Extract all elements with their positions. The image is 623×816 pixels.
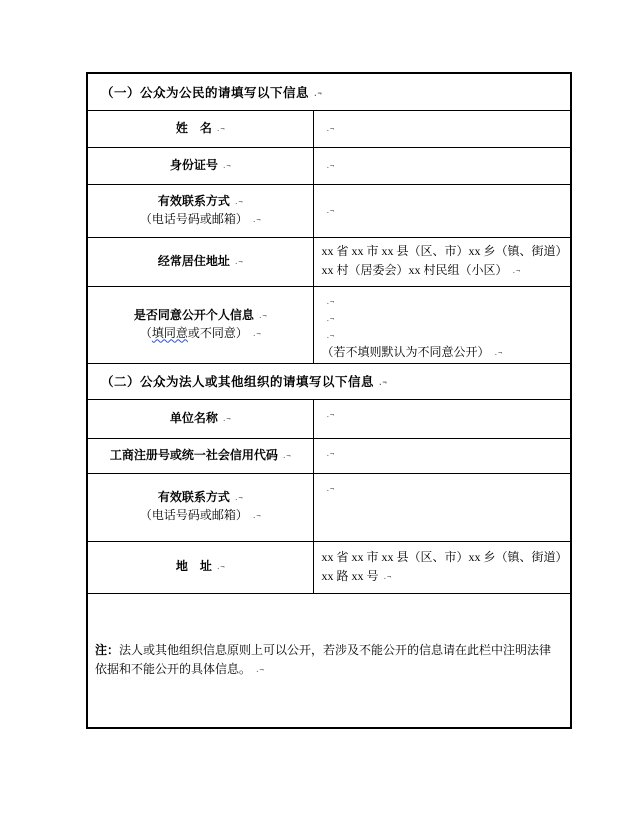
registration-label-cell (87, 438, 313, 473)
registration-number-row (87, 438, 571, 473)
paragraph-mark: .¬ (217, 161, 231, 170)
paragraph-mark: .¬ (247, 215, 261, 224)
contact-sublabel: （电话号码或邮箱） (139, 211, 248, 226)
org-contact-row (87, 473, 571, 541)
consent-value-cell[interactable] (313, 286, 571, 363)
consent-sublabel-wavy-text: 填同意 (151, 325, 188, 340)
id-number-label-cell (87, 147, 313, 184)
paragraph-mark: .¬ (321, 124, 335, 133)
residence-label-cell (87, 237, 313, 286)
section-2-header-row (87, 363, 571, 399)
paragraph-mark: .¬ (309, 89, 322, 98)
org-address-label: 地 址 (175, 559, 212, 573)
paragraph-mark: .¬ (374, 379, 387, 387)
name-label: 姓 名 (175, 120, 212, 135)
note-prefix: 注： (95, 642, 120, 657)
consent-label-cell (87, 286, 313, 363)
paragraph-mark: .¬ (321, 331, 335, 340)
section-1-header-row (87, 73, 571, 110)
org-address-value: xx 省 xx 市 xx 县（区、市）xx 乡（镇、街道）xx 路 xx 号 (321, 549, 562, 583)
org-contact-sublabel: （电话号码或邮箱） (139, 508, 248, 522)
residence-label: 经常居住地址 (157, 253, 230, 268)
paragraph-mark: .¬ (217, 414, 231, 423)
note-row (87, 593, 571, 728)
org-address-row (87, 541, 571, 593)
org-contact-label: 有效联系方式 (157, 490, 230, 504)
paragraph-mark: .¬ (321, 297, 335, 306)
name-row (87, 110, 571, 147)
public-info-request-form-table (86, 72, 572, 729)
id-number-value-cell[interactable] (313, 147, 571, 184)
consent-label: 是否同意公开个人信息 (133, 307, 254, 322)
residence-value: xx 省 xx 市 xx 县（区、市）xx 乡（镇、街道）xx 村（居委会）xx 村民组（小区） (321, 244, 562, 277)
paragraph-mark: .¬ (507, 267, 521, 275)
paragraph-mark: .¬ (253, 311, 267, 320)
paragraph-mark: .¬ (211, 563, 225, 571)
contact-row (87, 184, 571, 237)
organization-label: 单位名称 (169, 410, 218, 425)
note-text: 法人或其他组织信息原则上可以公开，若涉及不能公开的信息请在此栏中注明法律依据和不能公开的具体信息。 (95, 642, 552, 676)
organization-value-cell[interactable] (313, 399, 571, 438)
paragraph-mark: .¬ (247, 329, 261, 338)
paragraph-mark: .¬ (321, 484, 335, 493)
section-2-title (87, 363, 571, 399)
consent-hint: （若不填则默认为不同意公开） (321, 344, 490, 359)
residence-address-row (87, 237, 571, 286)
paragraph-mark: .¬ (229, 257, 243, 266)
paragraph-mark: .¬ (321, 161, 335, 170)
paragraph-mark: .¬ (211, 124, 225, 133)
contact-label-cell (87, 184, 313, 237)
paragraph-mark: .¬ (229, 494, 243, 502)
registration-label: 工商注册号或统一社会信用代码 (109, 447, 278, 462)
paragraph-mark: .¬ (321, 410, 335, 419)
consent-row (87, 286, 571, 363)
registration-value-cell[interactable] (313, 438, 571, 473)
section-2-title-text: （二）公众为法人或其他组织的请填写以下信息 (101, 375, 375, 389)
paragraph-mark: .¬ (321, 449, 335, 458)
paragraph-mark: .¬ (277, 451, 291, 460)
org-contact-value-cell[interactable] (313, 473, 571, 541)
section-1-title (87, 73, 571, 110)
residence-value-cell[interactable] (313, 237, 571, 286)
contact-label: 有效联系方式 (157, 193, 230, 208)
organization-label-cell (87, 399, 313, 438)
id-number-row (87, 147, 571, 184)
id-number-label: 身份证号 (169, 157, 218, 172)
paragraph-mark: .¬ (247, 512, 261, 520)
note-cell[interactable] (87, 593, 571, 728)
paragraph-mark: .¬ (321, 314, 335, 323)
org-address-value-cell[interactable] (313, 541, 571, 593)
name-value-cell[interactable] (313, 110, 571, 147)
organization-name-row (87, 399, 571, 438)
contact-value-cell[interactable] (313, 184, 571, 237)
paragraph-mark: .¬ (251, 665, 264, 674)
paragraph-mark: .¬ (378, 572, 392, 581)
consent-sublabel-close: 或不同意） (187, 325, 248, 340)
paragraph-mark: .¬ (321, 206, 335, 215)
name-label-cell (87, 110, 313, 147)
paragraph-mark: .¬ (489, 348, 503, 357)
section-1-title-text: （一）公众为公民的请填写以下信息 (101, 85, 310, 100)
org-contact-label-cell (87, 473, 313, 541)
org-address-label-cell (87, 541, 313, 593)
consent-sublabel-open: （ (139, 325, 152, 340)
paragraph-mark: .¬ (229, 197, 243, 206)
